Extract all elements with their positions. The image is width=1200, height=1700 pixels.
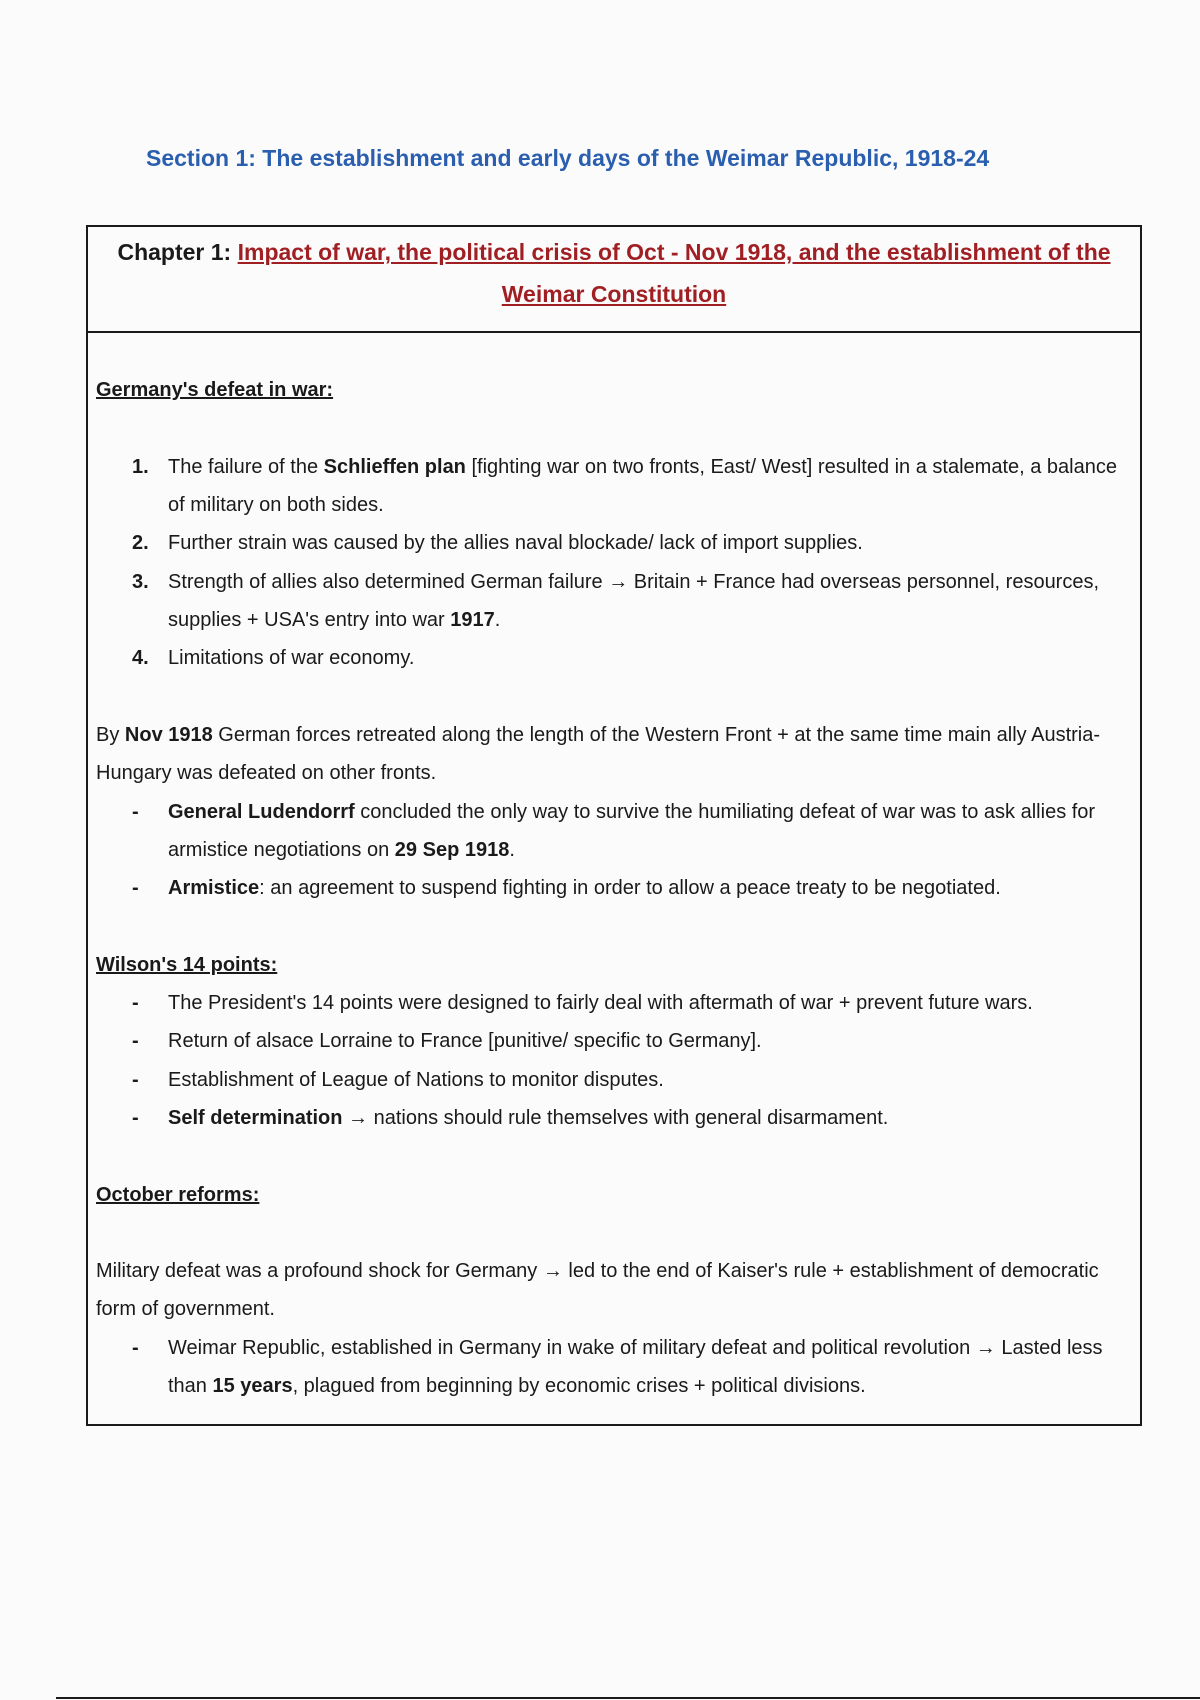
- item-bold: Armistice: [168, 877, 260, 900]
- bullet-marker: -: [132, 992, 139, 1015]
- list-item: [96, 1022, 1132, 1060]
- section-title: Section 1: The establishment and early days of the Weimar Republic, 1918-24: [146, 145, 990, 171]
- bullet-marker: -: [132, 1336, 139, 1359]
- item-text: , plagued from beginning by economic crises + political divisions.: [292, 1375, 866, 1398]
- chapter-label: Chapter 1:: [117, 239, 238, 265]
- item-bold: Schlieffen plan: [323, 455, 466, 478]
- list-marker: 3.: [132, 570, 149, 593]
- list-item: [96, 524, 1132, 562]
- list-item: [96, 448, 1132, 525]
- item-text: The President's 14 points were designed to fairly deal with aftermath of war + prevent future wars.: [168, 992, 1033, 1015]
- november-paragraph: [96, 716, 1132, 793]
- heading-defeat: Germany's defeat in war:: [96, 379, 334, 402]
- list-item: [96, 793, 1132, 870]
- list-item: [96, 869, 1132, 907]
- list-marker: 4.: [132, 647, 149, 670]
- item-text: Weimar Republic, established in Germany in wake of military defeat and political revolution → Lasted less than: [168, 1336, 1103, 1398]
- item-text: [fighting war on two fronts, East/ West] resulted in a stalemate, a balance of military on both sides.: [168, 455, 1117, 517]
- item-bold: Self determination: [168, 1106, 343, 1129]
- defeat-list: [96, 448, 1132, 678]
- heading-october: October reforms:: [96, 1183, 260, 1206]
- list-item: [96, 1329, 1132, 1406]
- item-bold: 15 years: [212, 1375, 293, 1398]
- item-text: concluded the only way to survive the humiliating defeat of war was to ask allies for armistice negotiations on: [168, 800, 1096, 861]
- heading-wilson: Wilson's 14 points:: [96, 953, 278, 976]
- list-item: [96, 563, 1132, 640]
- wilson-bullets: [96, 984, 1132, 1137]
- list-marker: 1.: [132, 455, 149, 478]
- item-text: Establishment of League of Nations to monitor disputes.: [168, 1068, 664, 1091]
- november-bullets: [96, 793, 1132, 908]
- item-text: The failure of the: [168, 455, 324, 478]
- item-text: → nations should rule themselves with general disarmament.: [342, 1106, 889, 1129]
- bullet-marker: -: [132, 1030, 139, 1053]
- para-bold: Nov 1918: [124, 723, 213, 746]
- item-text: Return of alsace Lorraine to France [punitive/ specific to Germany].: [168, 1030, 762, 1053]
- list-item: [96, 1061, 1132, 1099]
- list-marker: 2.: [132, 532, 149, 555]
- bullet-marker: -: [132, 877, 139, 900]
- item-text: Limitations of war economy.: [168, 647, 415, 670]
- chapter-content: [88, 333, 1140, 1405]
- bullet-marker: -: [132, 800, 139, 823]
- para-text: German forces retreated along the length of the Western Front + at the same time main ally Austria-Hungary was defeated on other fronts.: [96, 723, 1101, 785]
- bullet-marker: -: [132, 1068, 139, 1091]
- list-item: [96, 984, 1132, 1022]
- para-text: By: [96, 723, 125, 746]
- chapter-table: [86, 225, 1142, 1426]
- chapter-header: [88, 227, 1140, 333]
- item-text: Further strain was caused by the allies naval blockade/ lack of import supplies.: [168, 532, 863, 555]
- october-paragraph: Military defeat was a profound shock for Germany → led to the end of Kaiser's rule + establishment of democratic form of government.: [96, 1260, 1099, 1321]
- footer-rule: [56, 1697, 1200, 1699]
- item-bold: 29 Sep 1918: [394, 838, 510, 861]
- item-text: .: [509, 838, 515, 861]
- list-item: [96, 639, 1132, 677]
- item-text: : an agreement to suspend fighting in order to allow a peace treaty to be negotiated.: [259, 877, 1001, 900]
- chapter-title: Impact of war, the political crisis of Oct - Nov 1918, and the establishment of the Weimar Constitution: [237, 239, 1111, 307]
- october-bullets: [96, 1329, 1132, 1406]
- item-bold: General Ludendorrf: [168, 800, 355, 823]
- bullet-marker: -: [132, 1106, 139, 1129]
- list-item: [96, 1099, 1132, 1137]
- item-text: .: [494, 609, 501, 632]
- item-bold: 1917: [450, 609, 495, 632]
- item-text: Strength of allies also determined German failure → Britain + France had overseas personnel, resources, supplies + USA's entry into war: [168, 570, 1100, 632]
